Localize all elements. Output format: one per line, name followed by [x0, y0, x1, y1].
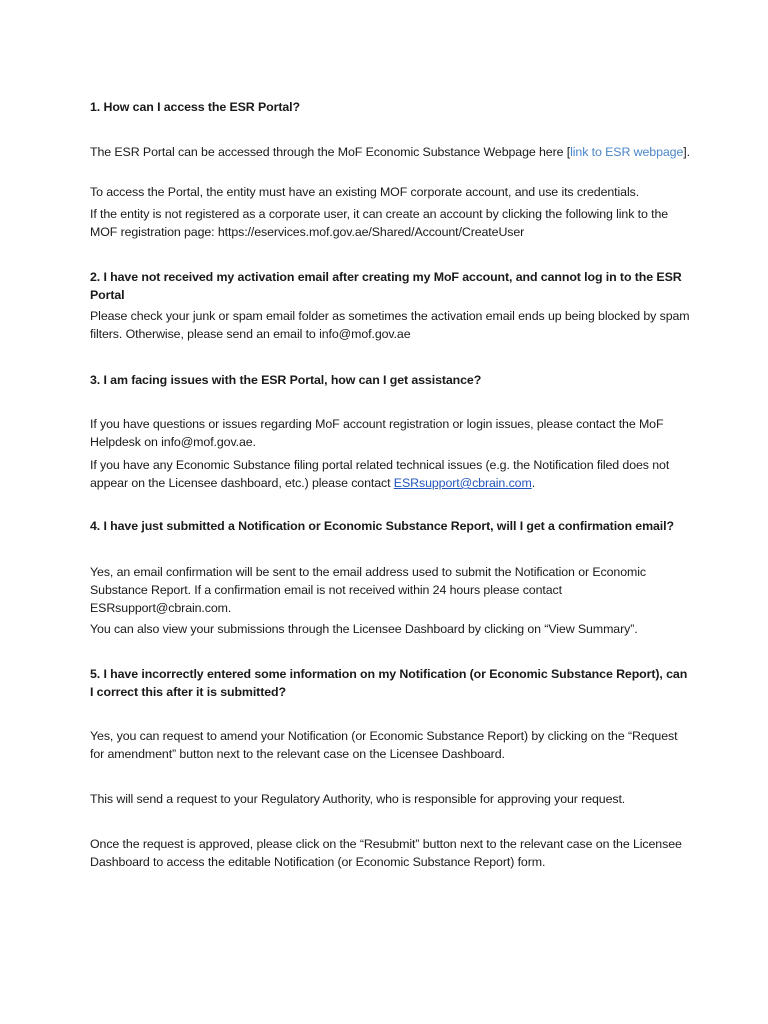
esr-webpage-link[interactable]: link to ESR webpage: [570, 145, 684, 159]
faq-question-2: 2. I have not received my activation email after creating my MoF account, and cannot log in to the ESR Portal: [90, 270, 682, 302]
faq-answer-2-paragraph-1: Please check your junk or spam email folder as sometimes the activation email ends up being blocked by spam filters. Otherwise, please send an email to info@mof.gov.ae: [90, 309, 690, 341]
faq-answer-3-paragraph-1: If you have questions or issues regarding MoF account registration or login issues, please contact the MoF Helpdesk on info@mof.gov.ae.: [90, 417, 664, 449]
esr-support-email-link[interactable]: ESRsupport@cbrain.com: [393, 476, 532, 490]
answer-text-end: ].: [683, 145, 690, 159]
faq-answer-5-paragraph-3: Once the request is approved, please click on the “Resubmit” button next to the relevant case on the Licensee Dashboard to access the editable Notification (or Economic Substance Report) form.: [90, 837, 682, 869]
faq-question-4: 4. I have just submitted a Notification or Economic Substance Report, will I get a confirmation email?: [90, 519, 674, 533]
faq-answer-5-paragraph-2: This will send a request to your Regulatory Authority, who is responsible for approving your request.: [90, 792, 626, 806]
answer-text: If you have any Economic Substance filing portal related technical issues (e.g. the Notification filed does not appear on the Licensee dashboard, etc.) please contact: [90, 458, 670, 490]
faq-answer-5-paragraph-1: Yes, you can request to amend your Notification (or Economic Substance Report) by clicking on the “Request for amendment” button next to the relevant case on the Licensee Dashboard.: [90, 729, 678, 761]
faq-question-1: 1. How can I access the ESR Portal?: [90, 100, 300, 114]
faq-answer-1-paragraph-2: To access the Portal, the entity must have an existing MOF corporate account, and use its credentials.: [90, 185, 640, 199]
faq-answer-1-paragraph-3: If the entity is not registered as a corporate user, it can create an account by clicking the following link to the MOF registration page: https://eservices.mof.gov.ae/Shared/Account/CreateUser: [90, 207, 669, 239]
faq-question-3: 3. I am facing issues with the ESR Portal, how can I get assistance?: [90, 373, 482, 387]
answer-text-end: .: [531, 476, 536, 490]
answer-text: The ESR Portal can be accessed through the MoF Economic Substance Webpage here [: [90, 145, 571, 159]
faq-answer-4-paragraph-2: You can also view your submissions through the Licensee Dashboard by clicking on “View Summary”.: [90, 622, 638, 636]
faq-answer-1-paragraph-1: [90, 143, 690, 161]
faq-answer-4-paragraph-1: Yes, an email confirmation will be sent to the email address used to submit the Notification or Economic Substance Report. If a confirmation email is not received within 24 hours please contact ESRsupport@cbrain.com.: [90, 565, 646, 615]
faq-question-5: 5. I have incorrectly entered some information on my Notification (or Economic Substance Report), can I correct this after it is submitted?: [90, 667, 688, 699]
faq-answer-3-paragraph-2: [90, 456, 690, 492]
